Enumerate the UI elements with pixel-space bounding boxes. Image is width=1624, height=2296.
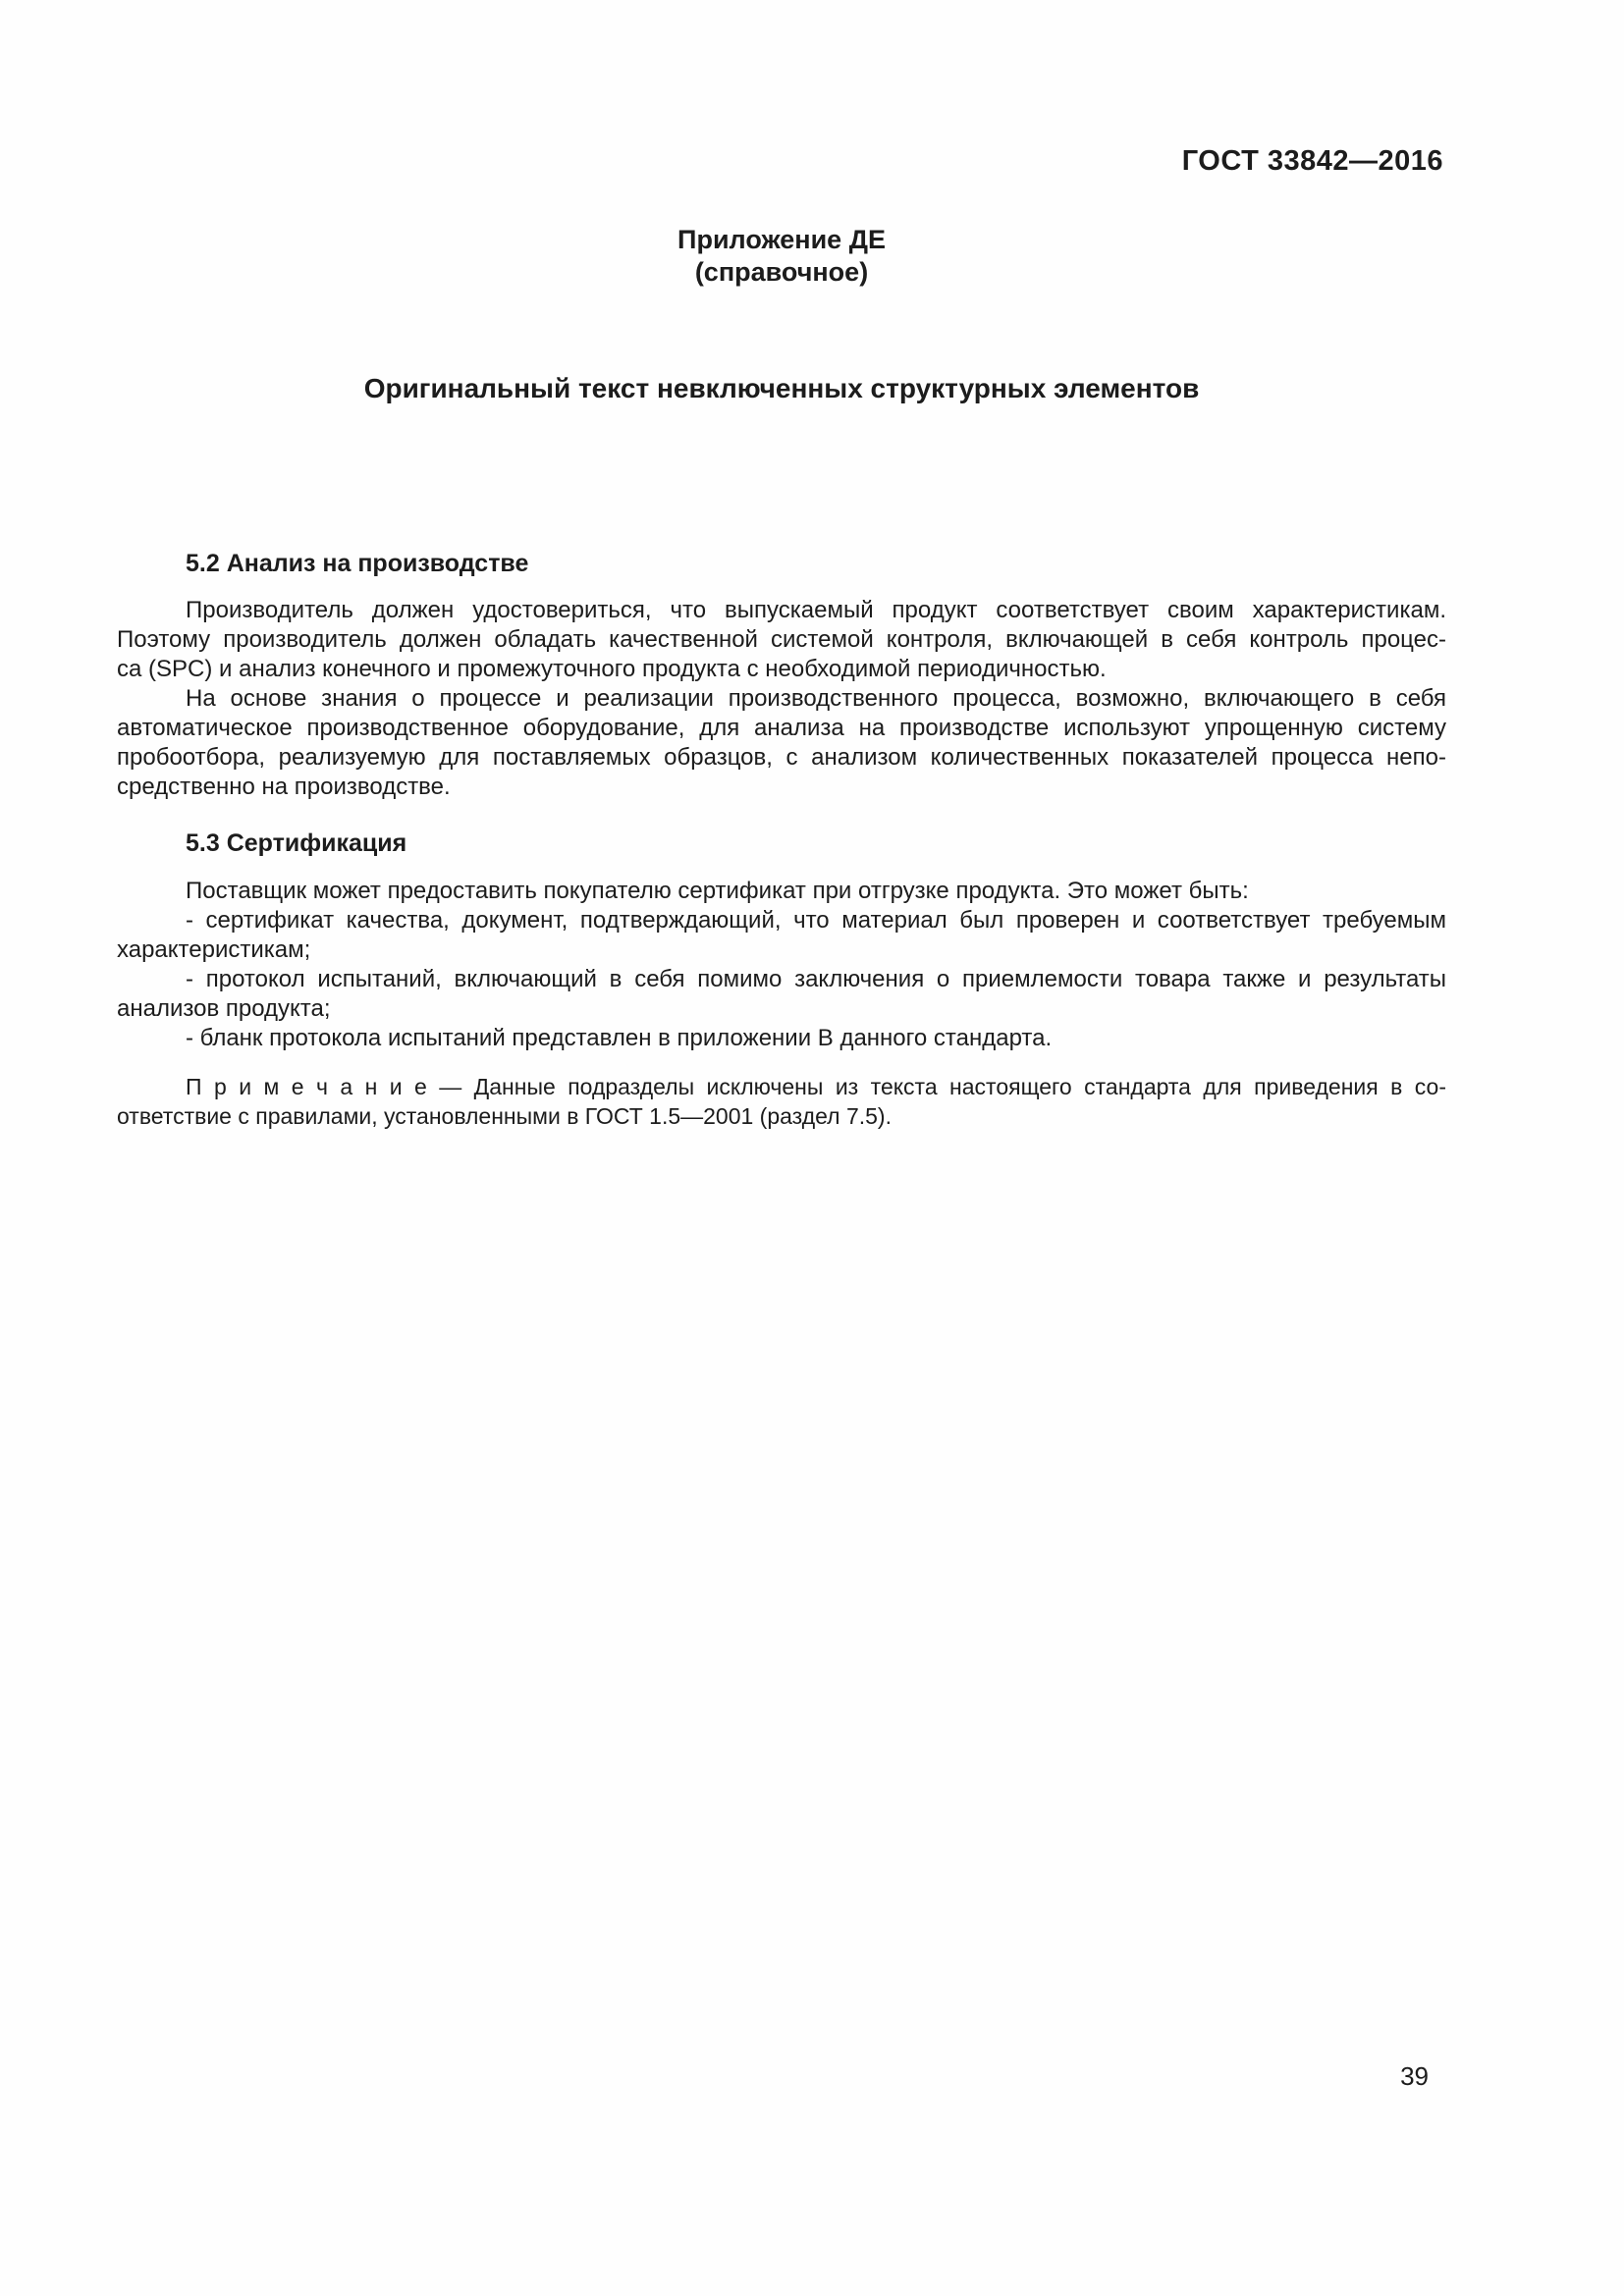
list-item-line: характеристикам; [117, 936, 311, 963]
note-line: П р и м е ч а н и е — Данные подразделы исключены из текста настоящего стандарта для приведения в со- [186, 1074, 1446, 1099]
note [117, 1072, 1446, 1131]
page-number: 39 [1400, 2061, 1429, 2091]
section-heading-5-2: 5.2 Анализ на производстве [186, 550, 529, 577]
appendix-label: Приложение ДЕ [677, 225, 886, 254]
text-line: пробоотбора, реализуемую для поставляемых образцов, с анализом количественных показателей процесса непо- [117, 744, 1446, 771]
section-heading-5-3: 5.3 Сертификация [186, 829, 407, 857]
list-item-line: - сертификат качества, документ, подтверждающий, что материал был проверен и соответствует требуемым [186, 907, 1446, 934]
section-5-2-body [117, 596, 1446, 802]
text-line: Поэтому производитель должен обладать качественной системой контроля, включающей в себя контроль процес- [117, 626, 1446, 653]
text-line: автоматическое производственное оборудование, для анализа на производстве используют упрощенную систему [117, 715, 1446, 741]
text-line: са (SPC) и анализ конечного и промежуточного продукта с необходимой периодичностью. [117, 656, 1107, 682]
appendix-title: Оригинальный текст невключенных структурных элементов [363, 373, 1200, 403]
list-item-line: - бланк протокола испытаний представлен в приложении В данного стандарта. [186, 1025, 1053, 1051]
appendix-heading [117, 224, 1446, 289]
text-line: Производитель должен удостовериться, что выпускаемый продукт соответствует своим характеристикам. [186, 597, 1446, 623]
doc-number: ГОСТ 33842—2016 [1181, 145, 1443, 177]
note-line: ответствие с правилами, установленными в ГОСТ 1.5—2001 (раздел 7.5). [117, 1103, 892, 1129]
list-item-line: - протокол испытаний, включающий в себя помимо заключения о приемлемости товара также и результаты [186, 966, 1446, 992]
list-item-line: анализов продукта; [117, 995, 331, 1022]
appendix-type: (справочное) [694, 257, 869, 287]
text-line: Поставщик может предоставить покупателю сертификат при отгрузке продукта. Это может быть: [186, 878, 1249, 904]
text-line: средственно на производстве. [117, 774, 451, 800]
section-5-3-body [117, 877, 1446, 1053]
text-line: На основе знания о процессе и реализации производственного процесса, возможно, включающего в себя [186, 685, 1446, 712]
